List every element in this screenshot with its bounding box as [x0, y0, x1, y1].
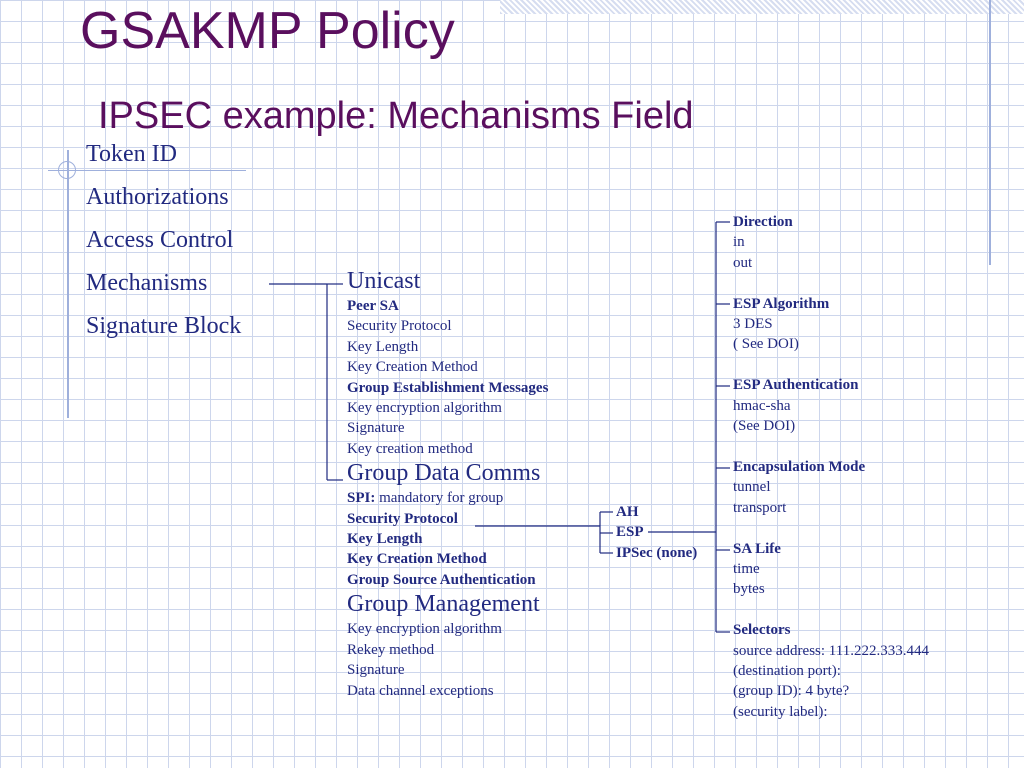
direction-out: out	[733, 254, 753, 271]
esp-auth-hmac-sha: hmac-sha	[733, 397, 791, 414]
slide-title: GSAKMP Policy	[80, 2, 455, 60]
spacer	[733, 355, 929, 375]
field-token-id: Token ID	[86, 141, 177, 167]
gdc-group-source-authentication: Group Source Authentication	[347, 571, 536, 588]
esp-params-column	[733, 212, 929, 722]
unicast-key-creation-method: Key Creation Method	[347, 359, 478, 376]
esp-algorithm-see-doi: ( See DOI)	[733, 336, 799, 353]
direction-in: in	[733, 234, 745, 251]
peer-sa-label: Peer SA	[347, 298, 399, 314]
encapsulation-mode-heading: Encapsulation Mode	[733, 458, 866, 475]
unicast-signature: Signature	[347, 420, 405, 437]
spacer	[733, 600, 929, 620]
unicast-key-encryption-algorithm: Key encryption algorithm	[347, 400, 502, 417]
group-establishment-messages-label: Group Establishment Messages	[347, 379, 549, 396]
esp-authentication-heading: ESP Authentication	[733, 377, 859, 394]
field-access-control: Access Control	[86, 227, 234, 253]
esp-auth-see-doi: (See DOI)	[733, 418, 796, 435]
unicast-heading: Unicast	[347, 268, 421, 294]
protocols-column	[616, 502, 697, 563]
field-authorizations: Authorizations	[86, 184, 229, 210]
selector-group-id: (group ID): 4 byte?	[733, 683, 850, 700]
encapsulation-transport: transport	[733, 499, 787, 516]
gm-signature: Signature	[347, 662, 405, 679]
spi-text: mandatory for group	[375, 490, 504, 507]
spacer	[733, 436, 929, 456]
encapsulation-tunnel: tunnel	[733, 479, 771, 496]
protocol-ah: AH	[616, 504, 639, 520]
unicast-key-length: Key Length	[347, 338, 419, 355]
mechanisms-column	[347, 267, 548, 701]
gdc-key-length: Key Length	[347, 531, 423, 548]
spi-line	[347, 488, 548, 508]
esp-algorithm-3des: 3 DES	[733, 316, 773, 333]
field-mechanisms: Mechanisms	[86, 270, 208, 296]
selectors-heading: Selectors	[733, 622, 791, 639]
gm-data-channel-exceptions: Data channel exceptions	[347, 682, 494, 699]
unicast-key-creation-method-2: Key creation method	[347, 440, 473, 457]
gdc-security-protocol: Security Protocol	[347, 510, 458, 527]
selector-source-address: source address: 111.222.333.444	[733, 642, 929, 659]
slide-subtitle: IPSEC example: Mechanisms Field	[98, 95, 694, 137]
selector-destination-port: (destination port):	[733, 662, 841, 679]
unicast-security-protocol: Security Protocol	[347, 318, 452, 335]
gm-rekey-method: Rekey method	[347, 641, 435, 658]
sa-life-bytes: bytes	[733, 581, 765, 598]
spacer	[733, 273, 929, 293]
field-signature-block: Signature Block	[86, 313, 242, 339]
protocol-ipsec-none: IPSec (none)	[616, 544, 698, 561]
spi-label: SPI:	[347, 490, 376, 507]
esp-algorithm-heading: ESP Algorithm	[733, 295, 830, 312]
sa-life-heading: SA Life	[733, 540, 781, 557]
group-data-comms-heading: Group Data Comms	[347, 460, 541, 487]
selector-security-label: (security label):	[733, 703, 828, 720]
sa-life-time: time	[733, 560, 760, 577]
direction-heading: Direction	[733, 214, 793, 230]
gm-key-encryption-algorithm: Key encryption algorithm	[347, 621, 502, 638]
gdc-key-creation-method: Key Creation Method	[347, 551, 487, 568]
protocol-esp: ESP	[616, 524, 644, 541]
spacer	[733, 518, 929, 538]
group-management-heading: Group Management	[347, 591, 540, 618]
